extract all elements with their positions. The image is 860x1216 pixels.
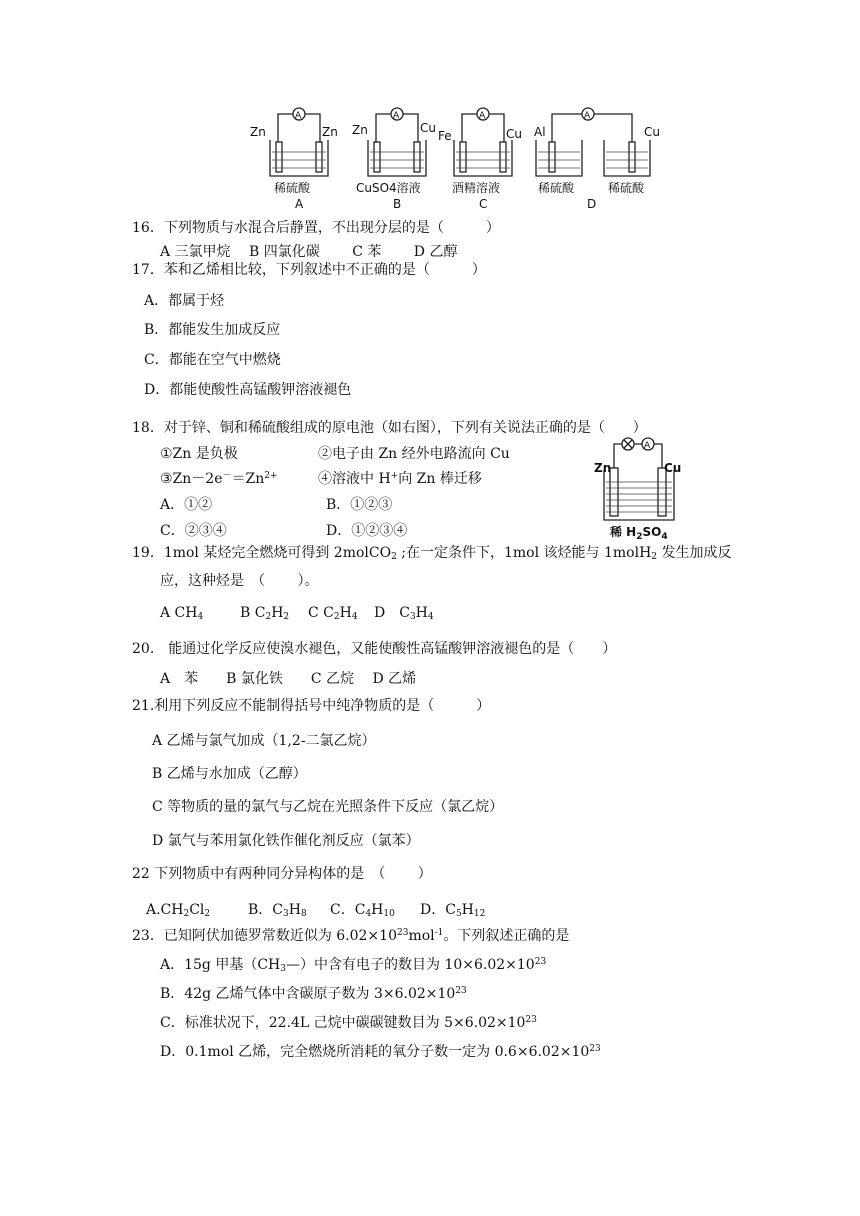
q17-option-b: B．都能发生加成反应 [144, 322, 281, 338]
q18-ammeter-label: A [644, 441, 651, 451]
cell-c-letter: C [479, 197, 488, 211]
q18-option-a: A．①② [160, 497, 213, 513]
cell-d-letter: D [587, 197, 597, 211]
q17-option-c: C．都能在空气中燃烧 [144, 352, 281, 368]
q23-option-a: A．15g 甲基$(CH_3—)$中含有电子的数目为 $10\times 6.02\times 10^{23}$ [160, 957, 547, 974]
q23-option-c: C．标准状况下，22.4L 己烷中碳碳键数目为 $5\times 6.02\times 10^{23}$ [160, 1015, 537, 1031]
cell-d-right-electrode: Cu [644, 125, 660, 139]
cell-a-right-electrode: Zn [322, 125, 338, 139]
cell-d-left-solution: 稀硫酸 [538, 181, 575, 195]
ammeter-a-label: A [295, 111, 302, 121]
q22-option-b: B．$C_3H_8$ [248, 902, 307, 919]
q21-option-a: A 乙烯与氯气加成（1,2-二氯乙烷） [152, 733, 376, 749]
cell-b-right-electrode: Cu [420, 121, 436, 135]
q23-option-d: D．0.1mol 乙烯，完全燃烧所消耗的氧分子数一定为 $0.6\times 6.02\times 10^{23}$ [160, 1044, 601, 1060]
q23-option-b: B．42g 乙烯气体中含碳原子数为 $3\times 6.02\times 10^{23}$ [160, 986, 467, 1002]
q20-options: A 苯 B 氯化铁 C 乙烷 D 乙烯 [160, 671, 417, 687]
q19-option-c: C $C_2H_4$ [308, 605, 358, 622]
cell-b-solution: CuSO4溶液 [356, 181, 421, 195]
q22-stem: 22 下列物质中有两种同分异构体的是 （ ） [132, 866, 432, 882]
q17-option-a: A．都属于烃 [144, 293, 225, 309]
q22-option-d: D．$C_5H_{12}$ [420, 902, 486, 919]
q16-stem: 16．下列物质与水混合后静置，不出现分层的是（ ） [132, 220, 500, 236]
q19-option-a: A $CH_4$ [160, 605, 204, 622]
q23-stem: 23．已知阿伏加德罗常数近似为 $6.02\times 10^{23}mol^{-1}$。下列叙述正确的是 [132, 928, 570, 944]
q19-line-2: 应，这种烃是 （ ）。 [160, 573, 319, 589]
zn-cu-cell-figure [588, 434, 692, 542]
q18-fig-cu: Cu [664, 461, 682, 475]
q17-stem: 17．苯和乙烯相比较，下列叙述中不正确的是（ ） [132, 262, 486, 278]
ammeter-b-label: A [393, 111, 400, 121]
q18-statement-1: ①Zn 是负极 [160, 446, 238, 462]
q18-option-d: D．①②③④ [326, 523, 408, 539]
ammeter-d-label: A [584, 111, 591, 121]
cell-b-left-electrode: Zn [352, 123, 368, 137]
q18-statement-3: $③Zn-2e^-=Zn^{2+}$ [160, 471, 278, 487]
cell-c-solution: 酒精溶液 [452, 181, 501, 195]
cell-c-right-electrode: Cu [506, 127, 522, 141]
cell-a-solution: 稀硫酸 [274, 181, 311, 195]
q19-option-d: D $C_3H_4$ [374, 605, 434, 622]
q18-statement-4: ④溶液中 H+向 Zn 棒迁移 [318, 471, 482, 487]
q19-line-1: 19．1mol 某烃完全燃烧可得到 2molCO$_2$ ;在一定条件下，1mol 该烃能与 1molH$_2$ 发生加成反 [132, 545, 732, 562]
ammeter-c-label: A [479, 111, 486, 121]
cell-d-right-solution: 稀硫酸 [608, 181, 645, 195]
q21-stem: 21.利用下列反应不能制得括号中纯净物质的是（ ） [132, 698, 491, 714]
q22-option-a: $A.CH_2Cl_2$ [146, 902, 211, 919]
cell-a-letter: A [295, 197, 304, 211]
q18-statement-2: ②电子由 Zn 经外电路流向 Cu [318, 446, 510, 462]
q20-stem: 20. 能通过化学反应使溴水褪色，又能使酸性高锰酸钾溶液褪色的是（ ） [132, 641, 617, 657]
q21-option-d: D 氯气与苯用氯化铁作催化剂反应（氯苯） [152, 833, 420, 849]
cell-a-left-electrode: Zn [250, 125, 266, 139]
q22-option-c: C．$C_4H_{10}$ [330, 902, 395, 919]
cell-c-left-electrode: Fe [438, 129, 452, 143]
q18-option-c: C．②③④ [160, 523, 227, 539]
q19-option-b: B $C_2H_2$ [240, 605, 290, 622]
galvanic-cells-figure [248, 106, 668, 212]
q17-option-d: D．都能使酸性高锰酸钾溶液褪色 [144, 382, 352, 398]
q18-fig-zn: Zn [594, 461, 612, 475]
q18-option-b: B．①②③ [326, 497, 393, 513]
q21-option-b: B 乙烯与水加成（乙醇） [152, 766, 307, 782]
cell-d-left-electrode: Al [534, 125, 546, 139]
q16-options: A 三氯甲烷 B 四氯化碳 C 苯 D 乙醇 [160, 244, 458, 260]
q18-fig-electrolyte: 稀 $H_2SO_4$ [610, 525, 668, 542]
q21-option-c: C 等物质的量的氯气与乙烷在光照条件下反应（氯乙烷） [152, 799, 504, 815]
q18-stem: 18．对于锌、铜和稀硫酸组成的原电池（如右图），下列有关说法正确的是（ ） [132, 420, 647, 436]
cell-b-letter: B [393, 197, 402, 211]
